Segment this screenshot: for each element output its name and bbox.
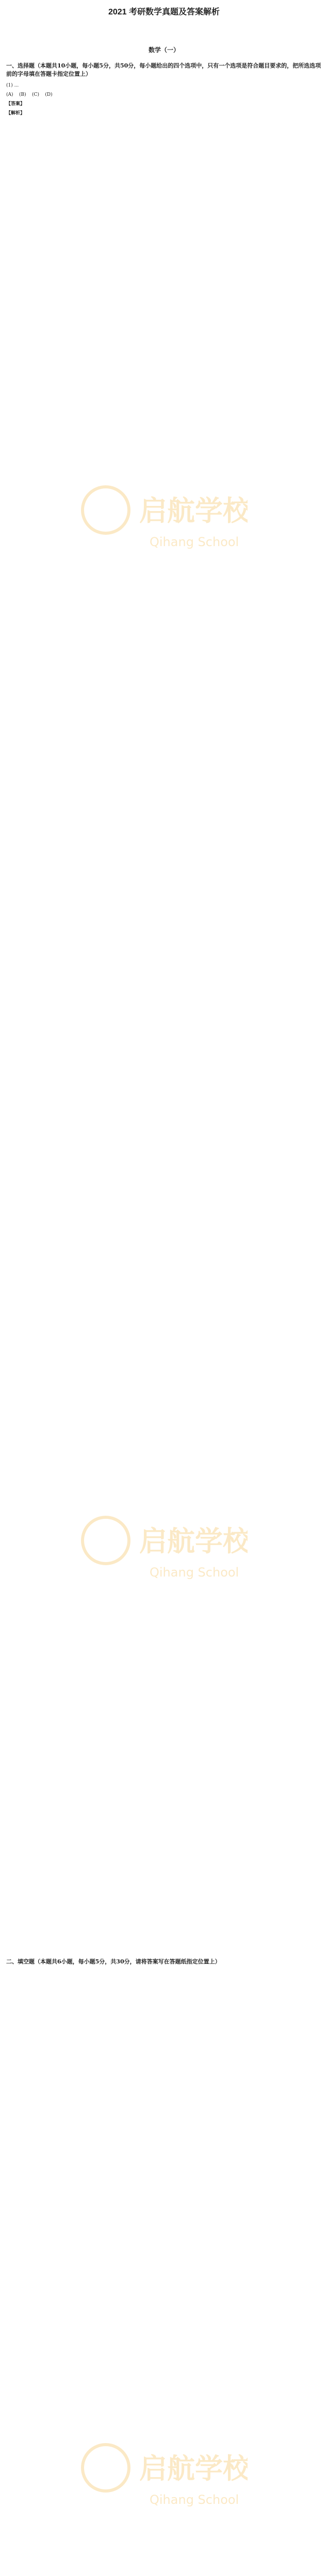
watermark (77, 464, 248, 562)
section-fill-heading: 二、填空题（本题共6小题，每小题5分，共30分，请将答案写在答题纸指定位置上） (6, 1958, 221, 1965)
page-title: 2021 考研数学真题及答案解析 (108, 8, 220, 16)
answer-line (6, 101, 322, 107)
svg-text:Qihang School: Qihang School (150, 535, 239, 549)
explain-label: 【解析】 (6, 111, 25, 116)
question-line: (1) ... (6, 83, 19, 88)
svg-text:启航学校: 启航学校 (139, 2452, 248, 2485)
watermark (77, 1494, 248, 1592)
question-line: (A) (B) (C) (D) (6, 92, 53, 97)
watermark (77, 2421, 248, 2519)
svg-text:启航学校: 启航学校 (139, 1525, 248, 1557)
section-choice-heading: 一、选择题（本题共10小题，每小题5分，共50分，每小题给出的四个选项中，只有一个选项是符合题目要求的，把所选选项前的字母填在答题卡指定位置上） (6, 62, 321, 77)
answer-label: 【答案】 (6, 101, 25, 107)
svg-text:Qihang School: Qihang School (150, 2493, 239, 2507)
subject-title: 数学（一） (148, 46, 179, 54)
svg-text:Qihang School: Qihang School (150, 1565, 239, 1580)
svg-text:启航学校: 启航学校 (139, 495, 248, 527)
explain-line (6, 110, 322, 116)
